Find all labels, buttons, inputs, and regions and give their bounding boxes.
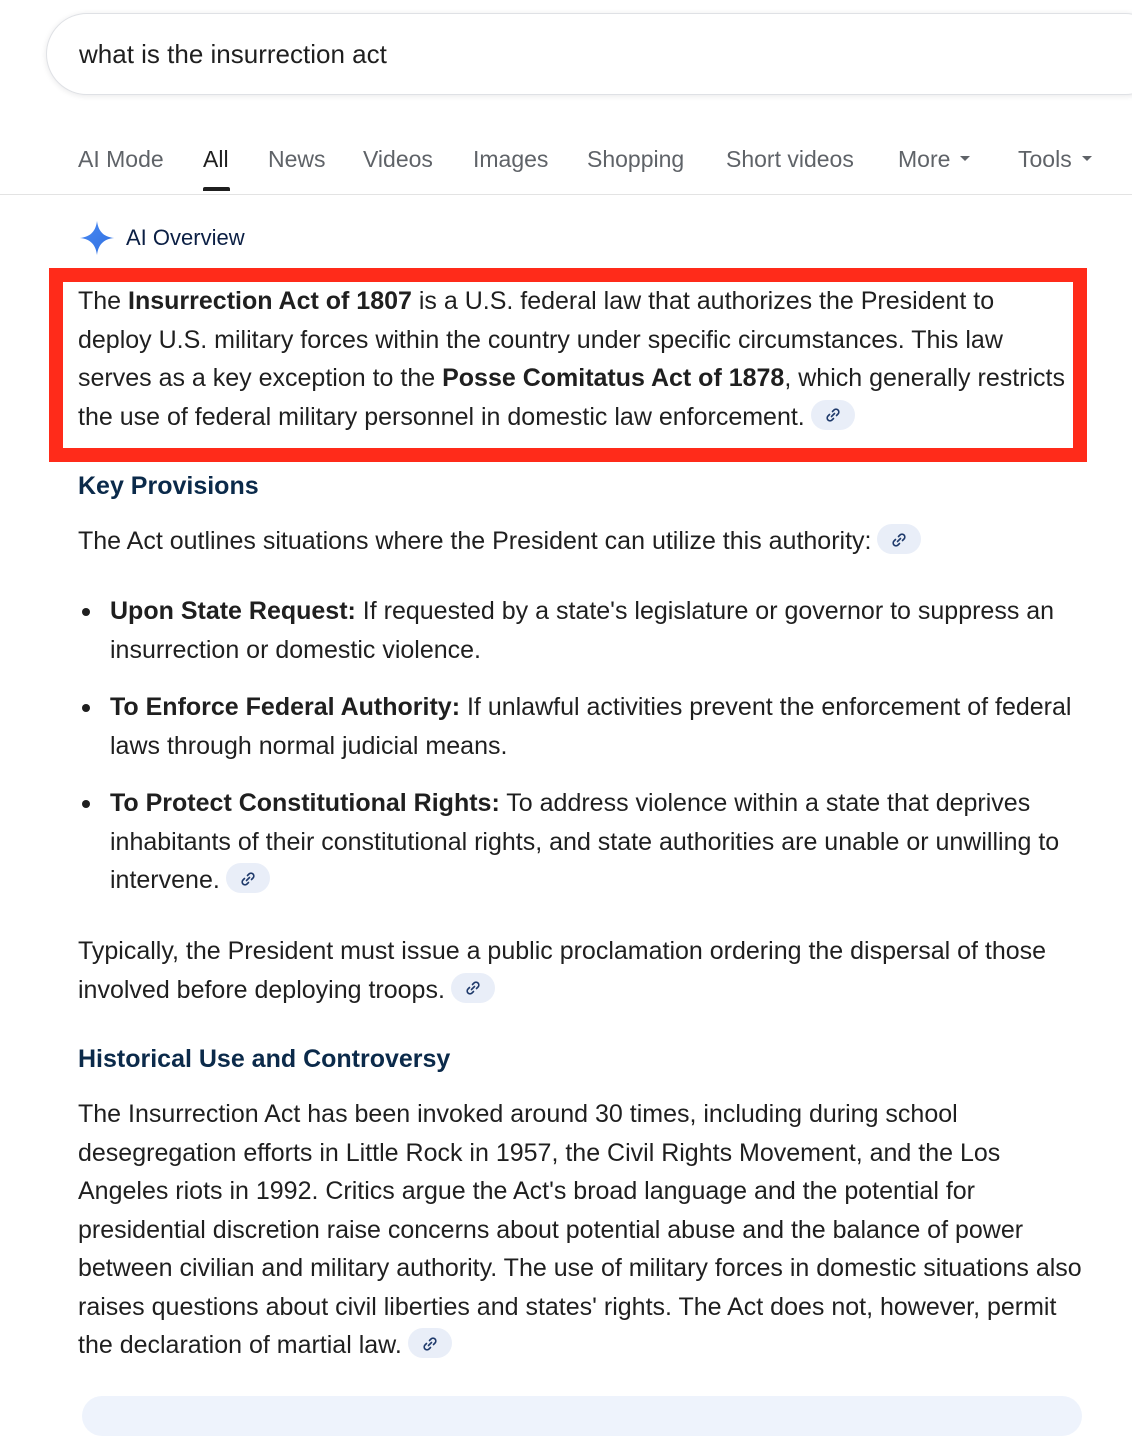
- provision-text: To address violence within a state that deprives inhabitants of their constitutional rights, and state authorities are unable or unwilling to intervene.: [110, 789, 1060, 894]
- source-link-chip[interactable]: [877, 524, 921, 554]
- bullet-dot: [82, 800, 90, 808]
- intro-bold-2: Posse Comitatus Act of 1878: [442, 364, 785, 392]
- ai-spark-icon: [78, 219, 116, 257]
- link-icon: [240, 871, 256, 887]
- list-item: [78, 784, 1088, 900]
- tab-all[interactable]: All: [203, 146, 229, 172]
- source-link-chip[interactable]: [408, 1328, 452, 1358]
- provision-text: If unlawful activities prevent the enforcement of federal laws through normal judicial means.: [110, 693, 1072, 760]
- tab-short-videos[interactable]: Short videos: [726, 146, 854, 172]
- provision-title: Upon State Request:: [110, 597, 356, 625]
- active-tab-indicator: [203, 187, 230, 191]
- history-heading: Historical Use and Controversy: [78, 1045, 451, 1073]
- tab-news[interactable]: News: [268, 146, 326, 172]
- search-input[interactable]: [79, 14, 979, 94]
- source-link-chip[interactable]: [811, 400, 855, 430]
- intro-bold-1: Insurrection Act of 1807: [128, 287, 412, 315]
- intro-paragraph: [78, 282, 1068, 436]
- link-icon: [422, 1336, 438, 1352]
- tab-more[interactable]: [898, 146, 970, 173]
- list-item: [78, 688, 1088, 765]
- intro-text-3: , which generally restricts the use of federal military personnel in domestic law enforcement.: [78, 364, 1065, 431]
- caret-down-icon: [960, 156, 970, 161]
- tab-videos[interactable]: Videos: [363, 146, 433, 172]
- search-bar[interactable]: [46, 13, 1132, 95]
- source-link-chip[interactable]: [451, 973, 495, 1003]
- link-icon: [825, 407, 841, 423]
- key-provisions-lead: [78, 522, 1088, 561]
- provision-title: To Enforce Federal Authority:: [110, 693, 461, 721]
- history-paragraph: [78, 1095, 1088, 1365]
- tab-images[interactable]: Images: [473, 146, 549, 172]
- tab-more-label: More: [898, 146, 951, 172]
- intro-text-1: The: [78, 287, 129, 315]
- tab-ai-mode[interactable]: AI Mode: [78, 146, 164, 172]
- tab-shopping[interactable]: Shopping: [587, 146, 685, 172]
- search-tabs: [0, 130, 1132, 195]
- link-icon: [465, 980, 481, 996]
- source-link-chip[interactable]: [226, 863, 270, 893]
- caret-down-icon: [1082, 156, 1092, 161]
- provision-text: If requested by a state's legislature or governor to suppress an insurrection or domestic violence.: [110, 597, 1055, 664]
- history-text: The Insurrection Act has been invoked around 30 times, including during school desegregation efforts in Little Rock in 1957, the Civil Rights Movement, and the Los Angeles riots in 1992. Critics argue the Act's broad language and the potential for presidential discretion raise concerns about potential abuse and the balance of power between civilian and military authority. The use of military forces in domestic situations also raises questions about civil liberties and states' rights. The Act does not, however, permit the declaration of martial law.: [78, 1100, 1082, 1359]
- follow-up-card[interactable]: [82, 1396, 1082, 1436]
- ai-overview-label: AI Overview: [126, 225, 245, 250]
- tab-tools-label: Tools: [1018, 146, 1072, 172]
- provision-title: To Protect Constitutional Rights:: [110, 789, 500, 817]
- key-provisions-heading: Key Provisions: [78, 472, 259, 500]
- intro-text-2: is a U.S. federal law that authorizes the President to deploy U.S. military forces within the country under specific circumstances. This law serves as a key exception to the: [78, 287, 1003, 392]
- tab-tools[interactable]: [1018, 146, 1092, 173]
- closing-paragraph: [78, 932, 1068, 1009]
- ai-overview-header: [78, 218, 245, 258]
- key-provisions-lead-text: The Act outlines situations where the President can utilize this authority:: [78, 527, 872, 555]
- bullet-dot: [82, 608, 90, 616]
- provisions-list: [78, 592, 1088, 919]
- bullet-dot: [82, 704, 90, 712]
- link-icon: [891, 532, 907, 548]
- closing-text: Typically, the President must issue a public proclamation ordering the dispersal of those involved before deploying troops.: [78, 937, 1047, 1004]
- list-item: [78, 592, 1088, 669]
